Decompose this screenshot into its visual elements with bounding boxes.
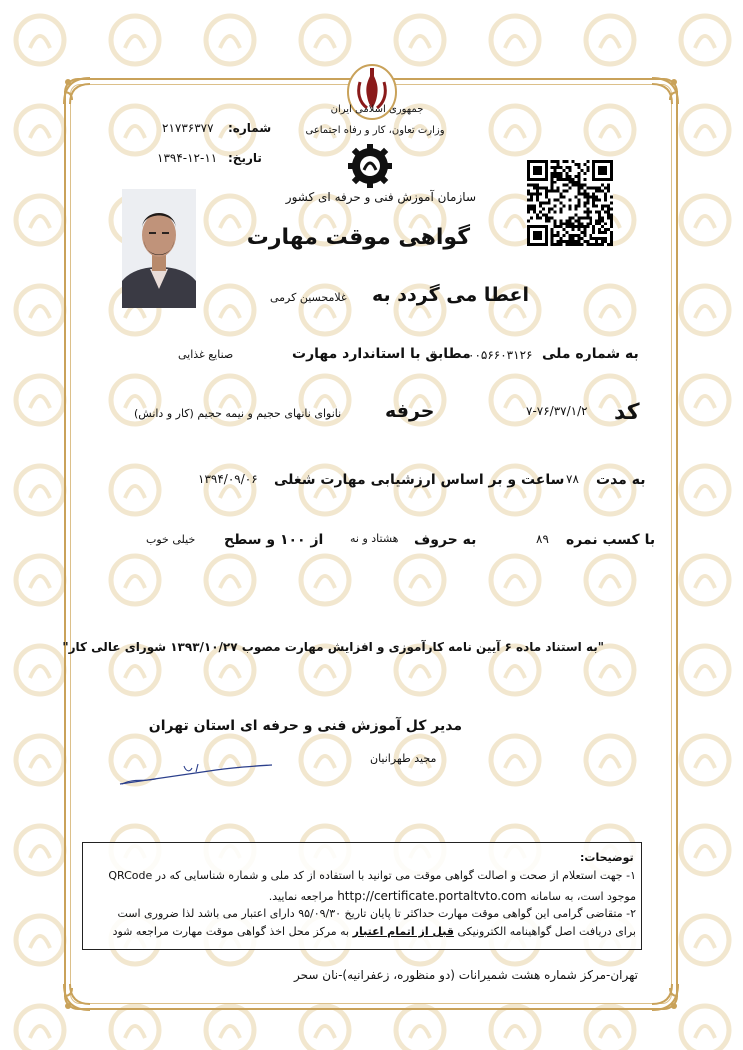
standard-value: صنایع غذایی [178,348,234,361]
organization-name: سازمان آموزش فنی و حرفه ای کشور [285,190,476,204]
qr-code-icon[interactable] [527,160,613,246]
recipient-photo [122,189,196,308]
notes-line-4-pre: برای دریافت اصل گواهینامه الکترونیکی [457,925,636,938]
signature-icon [116,760,276,790]
notes-heading: توضیحات: [580,851,634,864]
national-id-label: به شماره ملی [542,346,639,362]
assessment-label: ساعت و بر اساس ارزشیابی مهارت شغلی [274,472,565,488]
in-words-label: به حروف [414,532,477,548]
out-of-label: از ۱۰۰ و سطح [224,532,324,548]
footer-address: تهران-مرکز شماره هشت شمیرانات (دو منظوره، زعفرانیه)-نان سحر [294,968,638,982]
notes-line-1: ۱- جهت استعلام از صحت و اصالت گواهی موقت می توانید با استفاده از کد ملی و شماره شناسایی که در QRCode [108,869,636,882]
notes-line-2 [92,889,636,903]
notes-line-4-emphasis: قبل از اتمام اعتبار [352,925,454,938]
duration-value: ۷۸ [566,472,579,486]
notes-line-4 [92,925,636,938]
trade-value: نانوای نانهای حجیم و نیمه حجیم (کار و دانش) [134,407,342,420]
corner-ornament-icon [60,980,94,1014]
recipient-name: غلامحسین کرمی [270,291,347,304]
tvto-gear-logo-icon [340,144,400,188]
legal-basis: "به استناد ماده ۶ آیین نامه کارآموزی و افزایش مهارت مصوب ۱۳۹۳/۱۰/۲۷ شورای عالی کار" [62,640,604,654]
certificate-portal-link[interactable]: http://certificate.portaltvto.com [337,889,527,903]
ministry-name: وزارت تعاون، کار و رفاه اجتماعی [305,125,445,136]
assessment-date: ۱۳۹۴/۰۹/۰۶ [198,472,258,486]
certificate-title: گواهی موقت مهارت [246,225,470,250]
awarded-to-label: اعطا می گردد به [372,284,529,306]
corner-ornament-icon [648,74,682,108]
notes-line-2-post: مراجعه نمایید. [268,890,334,903]
in-words-value: هشتاد و نه [350,532,399,545]
corner-ornament-icon [648,980,682,1014]
score-label: با کسب نمره [566,532,656,548]
score-value: ۸۹ [536,532,549,546]
code-label: کد [614,400,640,425]
trade-label: حرفه [385,400,435,422]
date-label: تاریخ: [228,151,262,165]
date-value: ۱۳۹۴-۱۲-۱۱ [157,151,218,165]
notes-line-3: ۲- متقاضی گرامی این گواهی موقت مهارت حداکثر تا پایان تاریخ ۹۵/۰۹/۳۰ دارای اعتبار می باشد لذا ضروری است [117,907,636,920]
corner-ornament-icon [60,74,94,108]
country-name: جمهوری اسلامی ایران [330,104,424,115]
number-value: ۲۱۷۳۶۳۷۷ [162,121,214,135]
level-value: خیلی خوب [146,533,196,546]
notes-line-2-pre: موجود است، به سامانه [530,890,636,903]
signatory-name: مجید طهرانیان [370,752,437,765]
duration-label: به مدت [596,472,646,488]
signatory-title: مدیر کل آموزش فنی و حرفه ای استان تهران [148,718,462,734]
number-label: شماره: [228,121,272,135]
code-value: ۷-۷۶/۳۷/۱/۲ [526,404,588,418]
national-id-value: ۰۰۵۶۶۰۳۱۲۶ [468,348,533,362]
standard-label: مطابق با استاندارد مهارت [292,346,471,362]
notes-line-4-post: به مرکز محل اخذ گواهی موقت مهارت مراجعه شود [112,925,350,938]
